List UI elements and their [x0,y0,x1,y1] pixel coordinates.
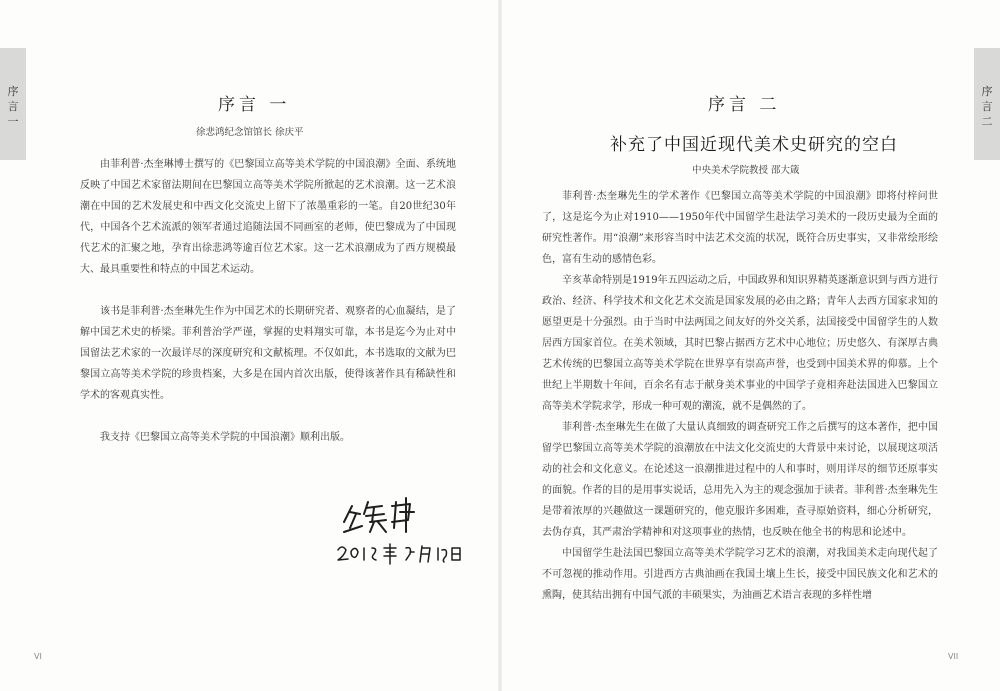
preface-two-title: 序言 二 [708,95,781,115]
right-page [500,0,1000,691]
preface-one-byline: 徐悲鸿纪念馆馆长 徐庆平 [196,127,304,138]
paragraph: 菲利普·杰奎琳先生的学术著作《巴黎国立高等美术学院的中国浪潮》即将付梓问世了，这是迄今为止对1910——1950年代中国留学生赴法学习美术的一段历史最为全面的研究性著作。用“浪潮”来形容当时中法艺术交流的状况，既符合历史事实，又非常绘形绘色，富有生动的感情色彩。 [542,191,938,265]
paragraph: 我支持《巴黎国立高等美术学院的中国浪潮》顺利出版。 [100,432,350,443]
section-tab-left [0,48,26,160]
preface-one-title: 序言 一 [218,95,291,115]
tab-char: 一 [7,115,19,128]
tab-char: 言 [7,100,19,113]
tab-char: 言 [981,100,993,113]
paragraph: 该书是菲利普·杰奎琳先生作为中国艺术的长期研究者、观察者的心血凝结，是了解中国艺术史的桥梁。菲利普治学严谨，掌握的史料翔实可靠，本书是迄今为止对中国留法艺术家的一次最详尽的深度研究和文献梳理。不仅如此，本书选取的文献为巴黎国立高等美术学院的珍贵档案，大多是在国内首次出版，使得该著作具有稀缺性和学术的客观真实性。 [80,306,456,401]
page-number-left: VI [34,652,42,661]
paragraph: 中国留学生赴法国巴黎国立高等美术学院学习艺术的浪潮，对我国美术走向现代起了不可忽视的推动作用。引进西方古典油画在我国土壤上生长，接受中国民族文化和艺术的熏陶，使其结出拥有中国气派的丰硕果实，为油画艺术语言表现的多样性增 [542,548,938,601]
handwritten-signature [330,492,470,572]
paragraph: 菲利普·杰奎琳先生在做了大量认真细致的调查研究工作之后撰写的这本著作，把中国留学巴黎国立高等美术学院的浪潮放在中法文化交流史的大背景中来讨论，以展现这项活动的社会和文化意义。在论述这一浪潮推进过程中的人和事时，则用详尽的细节还原事实的面貌。作者的目的是用事实说话，总用先入为主的观念强加于读者。菲利普·杰奎琳先生是带着浓厚的兴趣做这一课题研究的，他克服许多困难，查寻原始资料，细心分析研究，去伪存真，其严肃治学精神和对这项事业的热情，也反映在他全书的构思和论述中。 [542,422,938,538]
paragraph: 辛亥革命特别是1919年五四运动之后，中国政界和知识界精英逐渐意识到与西方进行政治、经济、科学技术和文化艺术交流是国家发展的必由之路；青年人去西方国家求知的愿望更是十分强烈。由于当时中法两国之间友好的外交关系，法国接受中国留学生的人数居西方国家首位。在美术领域，其时巴黎占据西方艺术中心地位；历史悠久、有深厚古典艺术传统的巴黎国立高等美术学院在世界享有崇高声誉，也受到中国美术界的仰慕。上个世纪上半期数十年间，百余名有志于献身美术事业的中国学子竟相奔赴法国进入巴黎国立高等美术学院求学，形成一种可观的潮流，就不是偶然的了。 [542,275,938,412]
preface-two-body [542,186,938,606]
tab-char: 序 [981,85,993,98]
preface-two-subtitle: 补充了中国近现代美术史研究的空白 [610,135,898,155]
preface-two-byline: 中央美术学院教授 邵大箴 [692,165,800,176]
preface-one-body [80,154,456,469]
page-number-right: VII [948,652,959,661]
paragraph: 由菲利普·杰奎琳博士撰写的《巴黎国立高等美术学院的中国浪潮》全面、系统地反映了中国艺术家留法期间在巴黎国立高等美术学院所掀起的艺术浪潮。这一艺术浪潮在中国的艺术发展史和中西文化交流史上留下了浓墨重彩的一笔。自20世纪30年代，中国各个艺术流派的领军者通过追随法国不同画室的老师，使巴黎成为了中国现代艺术的汇聚之地，孕育出徐悲鸿等逾百位艺术家。这一艺术浪潮成为了西方规模最大、最具重要性和特点的中国艺术运动。 [80,159,456,275]
tab-char: 二 [981,115,993,128]
section-tab-right [974,48,1000,160]
tab-char: 序 [7,85,19,98]
